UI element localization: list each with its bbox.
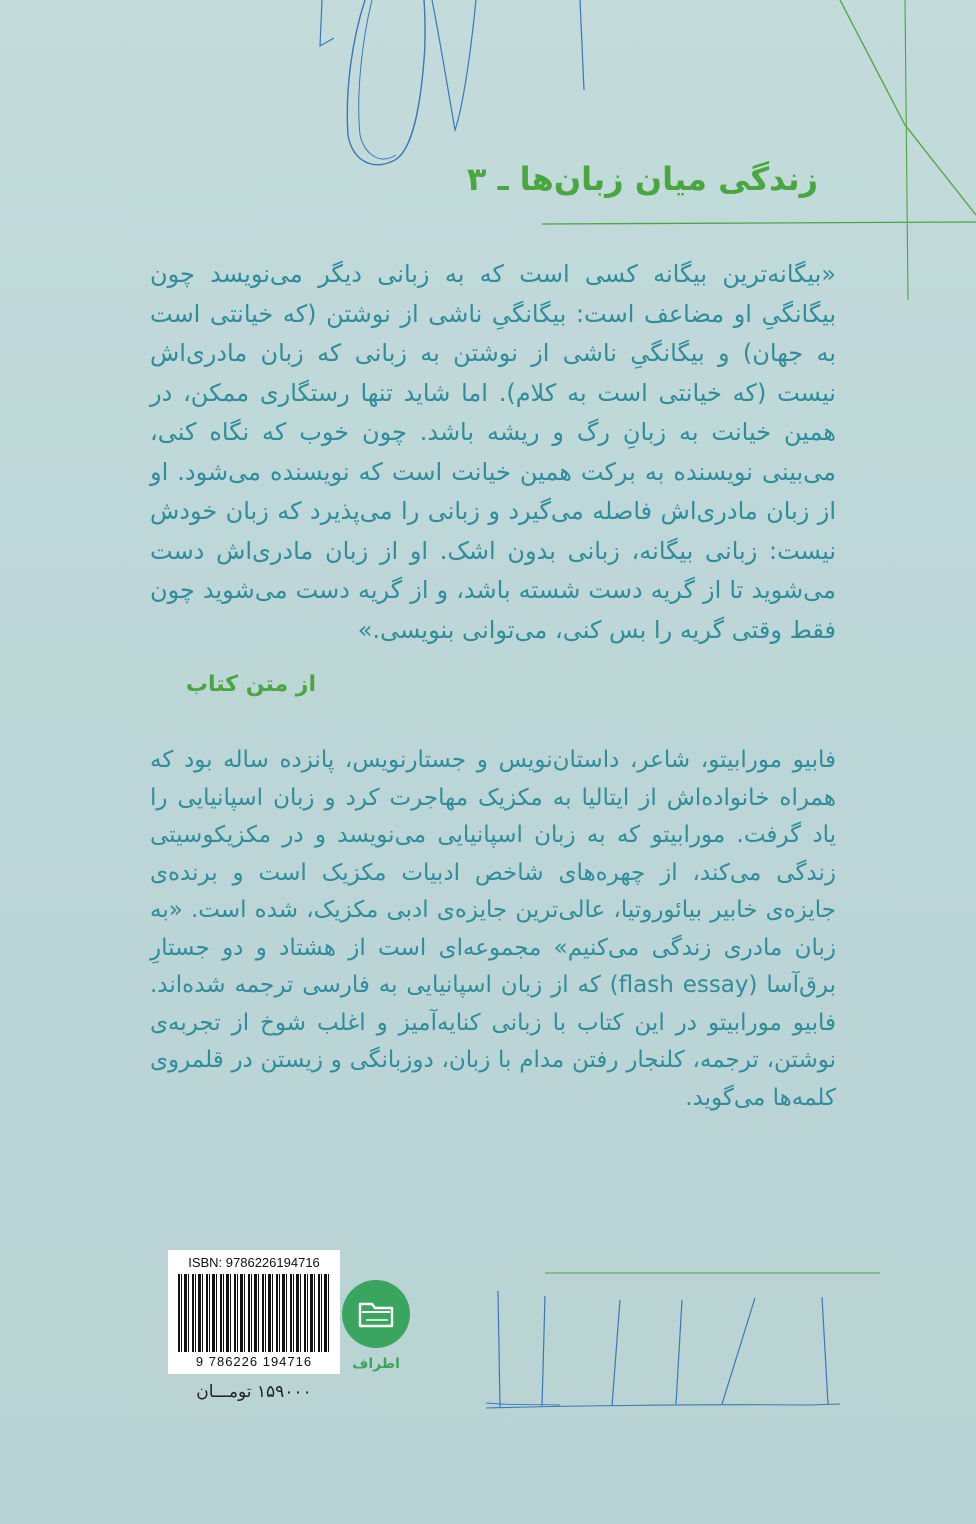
folder-icon <box>342 1280 410 1348</box>
sketch-loop <box>347 0 425 165</box>
sketch-stroke-c <box>580 0 584 90</box>
price-label: ۱۵۹۰۰۰ تومـــان <box>196 1382 312 1402</box>
quote-source-label: از متن کتاب <box>185 672 316 697</box>
green-vertical-line <box>905 0 908 300</box>
sketch-tally-5 <box>722 1298 755 1404</box>
publisher-logo <box>342 1280 410 1348</box>
barcode <box>168 1250 340 1374</box>
series-title: زندگی میان زبان‌ها ـ ۳ <box>466 160 818 198</box>
sketch-tally-4 <box>676 1300 682 1404</box>
sketch-loop-inner <box>359 0 396 159</box>
sketch-tally-6 <box>822 1297 828 1404</box>
sketch-baseline-2 <box>486 1403 560 1405</box>
sketch-stroke-a <box>320 0 334 46</box>
sketch-tally-2 <box>542 1296 545 1406</box>
isbn-label: ISBN: 9786226194716 <box>188 1255 320 1270</box>
sketch-tally-3 <box>612 1300 620 1406</box>
barcode-number: 9 786226 194716 <box>168 1354 340 1369</box>
green-diagonal-line <box>840 0 905 125</box>
publisher-name: اطراف <box>352 1356 400 1372</box>
title-underline <box>542 222 976 224</box>
book-description: فابیو مورابیتو، شاعر، داستان‌نویس و جستارنویس، پانزده ساله بود که همراه خانواده‌اش از ایتالیا به مکزیک مهاجرت کرد و زبان اسپانیایی را یاد گرفت. مورابیتو که به زبان اسپانیایی می‌نویسد و در مکزیکوسیتی زندگی می‌کند، از چهره‌های شاخص ادبیات مکزیک است و برنده‌ی جایزه‌ی خابیر بیائوروتیا، عالی‌ترین جایزه‌ی ادبی مکزیک، شده است. «به زبان مادری زندگی می‌کنیم» مجموعه‌ای است از هشتاد و دو جستارِ برق‌آسا (flash essay) که از زبان اسپانیایی به فارسی ترجمه شده‌اند. فابیو مورابیتو در این کتاب با زبانی کنایه‌آمیز و اغلب شوخ از تجربه‌ی نوشتن، ترجمه، کلنجار رفتن مدام با زبان، دوزبانگی و زیستن در قلمروی کلمه‌ها می‌گوید. <box>150 747 837 1111</box>
book-excerpt-quote: «بیگانه‌ترین بیگانه کسی است که به زبانی دیگر می‌نویسد چون بیگانگیِ او مضاعف است: بیگانگیِ ناشی از نوشتن (که خیانتی است به جهان) و بیگانگیِ ناشی از نوشتن به زبانی که زبان مادری‌اش نیست (که خیانتی است به کلام). اما شاید تنها رستگاری ممکن، در همین خیانت به زبانِ رگ و ریشه باشد. چون خوب که نگاه کنی، می‌بینی نویسنده به برکت همین خیانت است که نویسنده می‌شود. او از زبان مادری‌اش فاصله می‌گیرد و زبانی را می‌پذیرد که زبان خودش نیست: زبانی بیگانه، زبانی بدون اشک. او از زبان مادری‌اش دست می‌شوید تا از گریه دست شسته باشد، و از گریه دست می‌شوید چون فقط وقتی گریه را بس کنی، می‌توانی بنویسی.» <box>150 260 836 644</box>
green-diagonal-line-2 <box>905 125 976 215</box>
sketch-tally-1 <box>498 1291 500 1407</box>
barcode-bars <box>178 1274 330 1352</box>
sketch-stroke-b <box>432 0 476 130</box>
